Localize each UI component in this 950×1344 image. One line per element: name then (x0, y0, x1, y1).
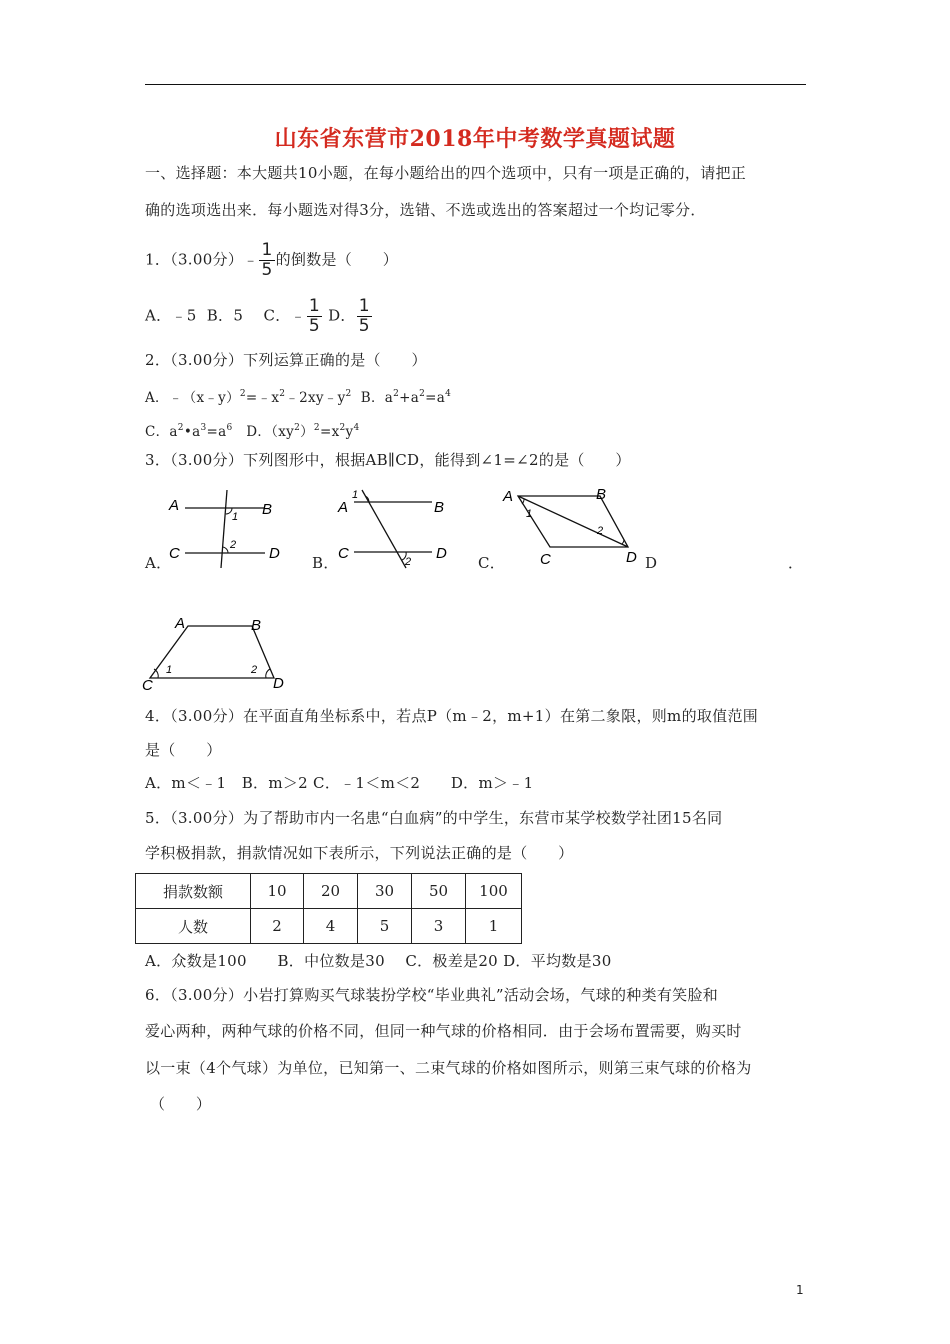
table-cell: 20 (304, 874, 358, 909)
table-header-cell: 人数 (136, 909, 251, 944)
question-4-line-2: 是（ ） (145, 741, 222, 759)
q1-option-d-fraction (357, 298, 372, 335)
angle-arc-1 (522, 499, 524, 504)
q2-exp: 2 (239, 389, 246, 399)
table-row (136, 874, 522, 909)
q1-option-d-label: D． (328, 306, 356, 325)
q2-option-a-rest2: ﹣2xy﹣y (285, 390, 346, 406)
label-d: D (273, 675, 284, 692)
label-c: C (540, 551, 551, 568)
label-a: A (503, 488, 514, 505)
label-angle-2: 2 (251, 664, 258, 676)
table-header-cell: 捐款数额 (136, 874, 251, 909)
q1-frac-den: 5 (261, 260, 273, 280)
label-c: C (142, 677, 153, 694)
table-cell: 50 (412, 874, 466, 909)
q2-exp: 2 (279, 389, 286, 399)
table-cell: 10 (251, 874, 304, 909)
figure-option-b (332, 488, 457, 570)
figure-option-d (140, 612, 300, 694)
question-2-options-ab (145, 384, 451, 408)
question-1-options (145, 298, 373, 335)
q2-exp: 6 (226, 423, 233, 433)
q1-c-den: 5 (308, 316, 320, 336)
q1-option-a: A．﹣5 (145, 306, 197, 325)
question-4-line-1: 4．（3.00分）在平面直角坐标系中，若点P（m﹣2，m+1）在第二象限，则m的取值范围 (145, 707, 759, 725)
label-c: C (338, 545, 349, 562)
intro-line-1: 一、选择题：本大题共10小题，在每小题给出的四个选项中，只有一项是正确的，请把正 (145, 164, 747, 182)
q1-option-c-minus: ﹣ (290, 306, 306, 325)
q3-option-d-label: D (645, 554, 658, 572)
q2-exp: 2 (339, 423, 346, 433)
q2-option-c-mid: •a (183, 424, 201, 440)
q2-option-b-end: =a (425, 390, 446, 406)
q2-option-b: B．a (360, 390, 394, 406)
table-cell: 1 (466, 909, 522, 944)
angle-arc-2 (266, 669, 270, 678)
q2-exp: 2 (419, 389, 426, 399)
question-6-line-3: 以一束（4个气球）为单位，已知第一、二束气球的价格如图所示，则第三束气球的价格为 (145, 1059, 752, 1077)
label-angle-1: 1 (526, 508, 533, 520)
q3-option-a-label: A． (145, 554, 172, 572)
label-b: B (596, 486, 607, 503)
q2-exp: 2 (177, 423, 184, 433)
figure-option-c (498, 484, 648, 570)
figure-option-a (165, 488, 290, 570)
header-rule (145, 84, 806, 85)
angle-arc-1 (154, 669, 158, 678)
q1-c-num: 1 (308, 296, 320, 316)
q1-option-c-fraction (307, 298, 322, 335)
label-a: A (175, 615, 186, 632)
q2-exp: 4 (445, 389, 452, 399)
table-cell: 30 (358, 874, 412, 909)
q1-fraction (259, 242, 274, 279)
q1-d-num: 1 (358, 296, 370, 316)
question-5-line-2: 学积极捐款，捐款情况如下表所示，下列说法正确的是（ ） (145, 844, 574, 862)
question-6-line-2: 爱心两种，两种气球的价格不同，但同一种气球的价格相同．由于会场布置需要，购买时 (145, 1022, 742, 1040)
q2-option-d: D．（xy (246, 424, 295, 440)
q2-exp: 2 (393, 389, 400, 399)
q3-option-b-label: B． (312, 554, 339, 572)
q2-option-c-end: =a (206, 424, 227, 440)
angle-arc-2 (622, 540, 624, 544)
q1-d-den: 5 (358, 316, 370, 336)
page-number: 1 (796, 1283, 804, 1297)
q2-exp: 3 (200, 423, 207, 433)
q2-option-d-mid: ） (300, 424, 314, 440)
q2-exp: 2 (345, 389, 352, 399)
q2-option-a-rest: =﹣x (245, 390, 280, 406)
q2-option-b-mid: +a (399, 390, 420, 406)
question-2-options-cd (145, 418, 359, 442)
q3-option-c-label: C． (478, 554, 506, 572)
q1-option-c-label: C． (263, 306, 291, 325)
q2-exp: 2 (294, 423, 301, 433)
q1-minus: ﹣ (243, 250, 259, 269)
q1-option-b: B．5 (206, 306, 244, 325)
label-angle-2: 2 (230, 539, 237, 551)
question-2-stem: 2．（3.00分）下列运算正确的是（ ） (145, 351, 427, 369)
q3-period: ． (788, 554, 804, 572)
q2-option-a: A．﹣（x﹣y） (145, 390, 240, 406)
label-angle-1: 1 (166, 664, 173, 676)
label-angle-2: 2 (597, 525, 604, 537)
q1-prefix: 1．（3.00分） (145, 250, 244, 269)
label-a: A (169, 497, 180, 514)
intro-line-2: 确的选项选出来．每小题选对得3分，选错、不选或选出的答案超过一个均记零分． (145, 201, 706, 219)
label-d: D (436, 545, 447, 562)
label-b: B (434, 499, 445, 516)
table-cell: 3 (412, 909, 466, 944)
table-cell: 100 (466, 874, 522, 909)
label-b: B (262, 501, 273, 518)
donation-table (135, 873, 522, 944)
question-5-options: A．众数是100 B．中位数是30 C．极差是20 D．平均数是30 (145, 952, 612, 970)
label-angle-1: 1 (232, 511, 239, 523)
q2-option-d-y: y (345, 424, 354, 440)
question-6-line-4: （ ） (150, 1095, 212, 1113)
question-4-options: A．m＜﹣1 B．m＞2 C．﹣1＜m＜2 D．m＞﹣1 (145, 774, 534, 792)
transversal (221, 490, 227, 568)
table-cell: 2 (251, 909, 304, 944)
table-row (136, 909, 522, 944)
label-c: C (169, 545, 180, 562)
question-3-stem: 3．（3.00分）下列图形中，根据AB∥CD，能得到∠1=∠2的是（ ） (145, 451, 631, 469)
question-1-stem (145, 242, 398, 279)
q1-suffix: 的倒数是（ ） (275, 250, 398, 269)
q1-frac-num: 1 (261, 240, 273, 260)
question-6-line-1: 6．（3.00分）小岩打算购买气球装扮学校“毕业典礼”活动会场，气球的种类有笑脸和 (145, 986, 719, 1004)
label-d: D (269, 545, 280, 562)
question-5-line-1: 5．（3.00分）为了帮助市内一名患“白血病”的中学生，东营市某学校数学社团15名同 (145, 809, 723, 827)
table-cell: 5 (358, 909, 412, 944)
q2-option-c: C．a (145, 424, 178, 440)
q2-exp: 4 (353, 423, 360, 433)
q2-exp: 2 (313, 423, 320, 433)
label-angle-1: 1 (352, 489, 359, 501)
label-a: A (338, 499, 349, 516)
page-title: 山东省东营市2018年中考数学真题试题 (274, 126, 676, 152)
label-b: B (251, 617, 262, 634)
table-cell: 4 (304, 909, 358, 944)
q2-option-d-end: =x (319, 424, 340, 440)
label-d: D (626, 549, 637, 566)
label-angle-2: 2 (405, 556, 412, 568)
